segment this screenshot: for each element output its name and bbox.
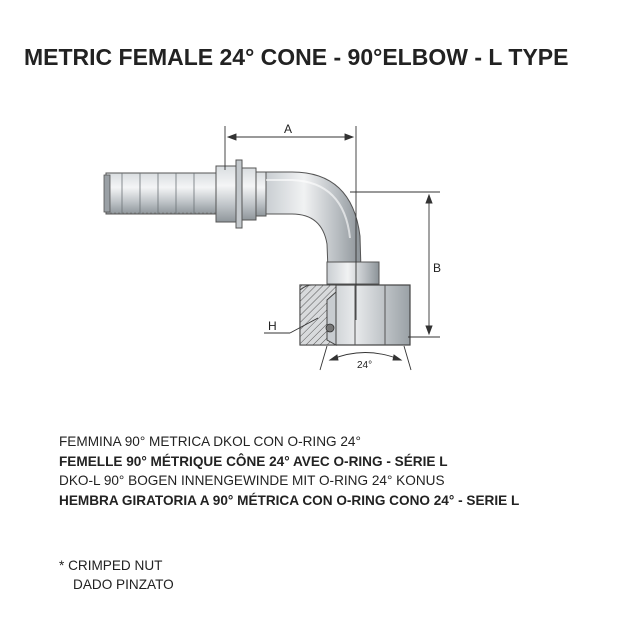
hose-tail xyxy=(104,173,218,214)
description-spanish: HEMBRA GIRATORIA A 90° MÉTRICA CON O-RING CONO 24° - SERIE L xyxy=(59,492,520,508)
label-h: H xyxy=(268,319,277,333)
label-a: A xyxy=(284,122,293,136)
description-block xyxy=(59,432,619,510)
collar xyxy=(216,160,266,228)
note-line-english: * CRIMPED NUT xyxy=(59,558,163,573)
page-title: METRIC FEMALE 24° CONE - 90°ELBOW - L TYPE xyxy=(24,44,569,70)
description-french: FEMELLE 90° MÉTRIQUE CÔNE 24° AVEC O-RING - SÉRIE L xyxy=(59,453,448,469)
description-italian: FEMMINA 90° METRICA DKOL CON O-RING 24° xyxy=(59,434,361,449)
label-b: B xyxy=(433,261,442,275)
note-line-italian: DADO PINZATO xyxy=(73,577,174,592)
stem xyxy=(327,262,379,284)
crimped-nut-note xyxy=(59,556,359,594)
swivel-nut xyxy=(300,285,410,345)
description-german: DKO-L 90° BOGEN INNENGEWINDE MIT O-RING 24° KONUS xyxy=(59,473,445,488)
elbow-bend xyxy=(266,172,361,270)
angle-label: 24° xyxy=(357,360,373,371)
